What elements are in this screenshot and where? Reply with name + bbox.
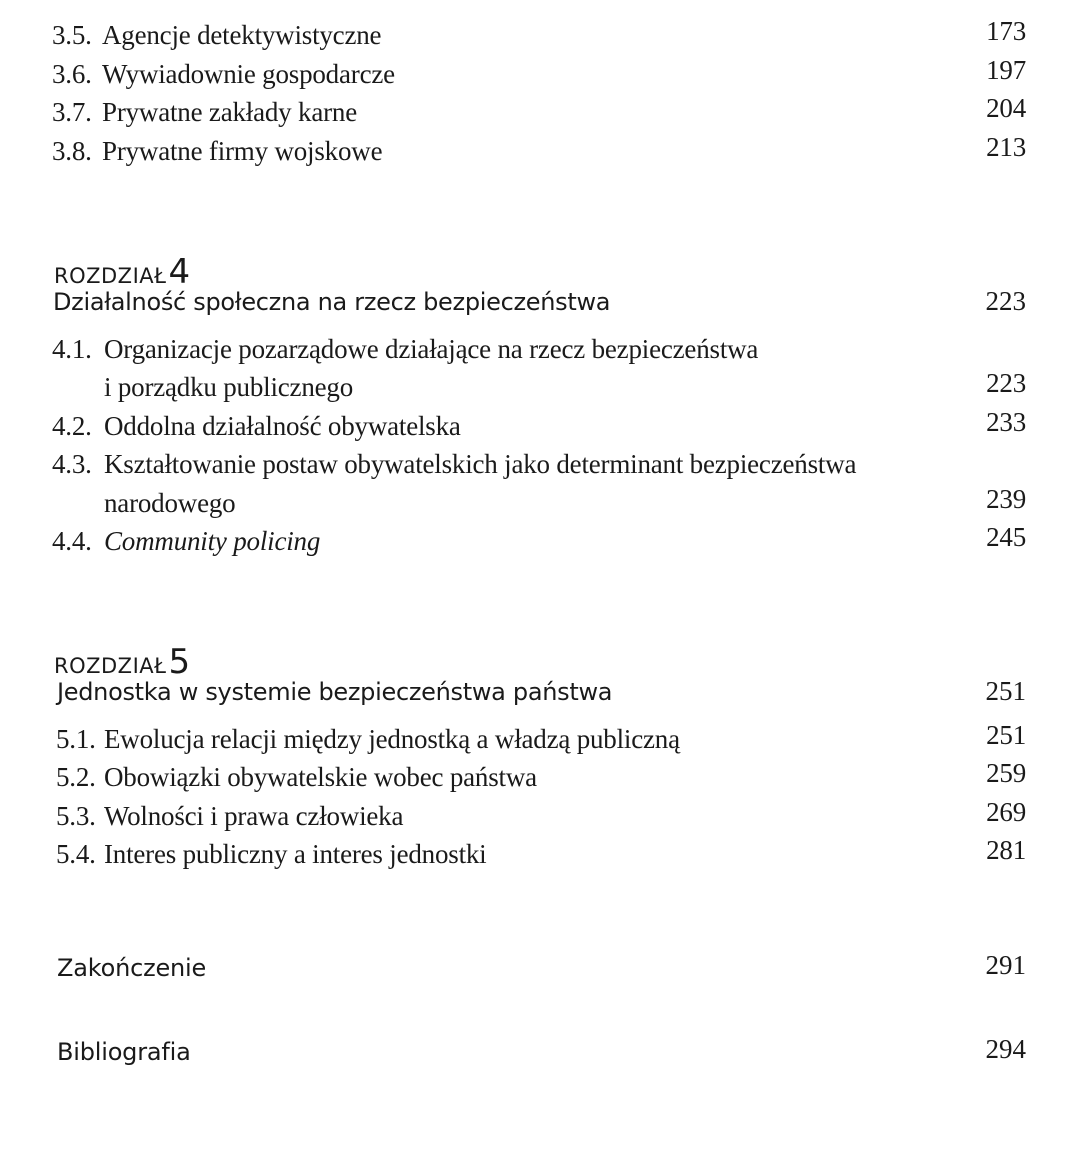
- toc-entry-4-2[interactable]: [0, 407, 1072, 447]
- section-title: Kształtowanie postaw obywatelskich jako determinant bezpieczeństwa: [104, 449, 857, 479]
- toc-entry-5-4[interactable]: [0, 835, 1072, 875]
- section-title: Ewolucja relacji między jednostką a władzą publiczną: [104, 724, 680, 754]
- toc-entry-4-4[interactable]: [0, 522, 1072, 562]
- section-title: Organizacje pozarządowe działające na rzecz bezpieczeństwa: [104, 334, 759, 364]
- page-number: 291: [985, 950, 1026, 980]
- section-title: Wywiadownie gospodarcze: [102, 59, 395, 89]
- section-number: 5.2.: [56, 762, 96, 792]
- section-title: Prywatne firmy wojskowe: [102, 136, 383, 166]
- toc-entry-4-3-cont[interactable]: [0, 484, 1072, 524]
- page-number: 223: [985, 286, 1026, 316]
- toc-entry-3-8[interactable]: [0, 132, 1072, 172]
- conclusion-title: Zakończenie: [57, 954, 207, 982]
- section-title: Obowiązki obywatelskie wobec państwa: [104, 762, 537, 792]
- section-title: Agencje detektywistyczne: [102, 20, 382, 50]
- page-number: 251: [986, 720, 1026, 750]
- page-number: 259: [986, 758, 1026, 788]
- section-number: 5.3.: [56, 801, 96, 831]
- page-number: 197: [986, 55, 1026, 85]
- toc-entry-3-6[interactable]: [0, 55, 1072, 95]
- toc-entry-3-7[interactable]: [0, 93, 1072, 133]
- section-title: Oddolna działalność obywatelska: [104, 411, 461, 441]
- section-number: 3.5.: [52, 20, 92, 50]
- bibliography-title: Bibliografia: [57, 1038, 191, 1066]
- page-number: 251: [985, 676, 1026, 706]
- page-number: 204: [986, 93, 1026, 123]
- toc-entry-conclusion[interactable]: [0, 950, 1072, 990]
- section-title: Interes publiczny a interes jednostki: [104, 839, 487, 869]
- section-title: Wolności i prawa człowieka: [104, 801, 404, 831]
- page-number: 281: [986, 835, 1026, 865]
- section-title-continued: narodowego: [104, 488, 236, 518]
- toc-entry-chapter-4[interactable]: [0, 288, 1072, 324]
- section-title: Community policing: [104, 526, 321, 556]
- section-title: Prywatne zakłady karne: [102, 97, 357, 127]
- section-number: 3.6.: [52, 59, 92, 89]
- chapter-label-text: ROZDZIAŁ: [54, 264, 167, 288]
- page-number: 233: [986, 407, 1026, 437]
- section-number: 3.7.: [52, 97, 92, 127]
- page-number: 269: [986, 797, 1026, 827]
- chapter-title: Jednostka w systemie bezpieczeństwa państwa: [57, 678, 613, 706]
- toc-entry-bibliography[interactable]: [0, 1034, 1072, 1074]
- chapter-title: Działalność społeczna na rzecz bezpieczeństwa: [53, 288, 611, 316]
- toc-entry-3-5[interactable]: [0, 16, 1072, 56]
- chapter-label-text: ROZDZIAŁ: [54, 654, 167, 678]
- toc-entry-4-1[interactable]: [0, 334, 1072, 370]
- section-number: 4.1.: [52, 334, 92, 364]
- page-number: 294: [985, 1034, 1026, 1064]
- page-number: 223: [986, 368, 1026, 398]
- section-number: 4.3.: [52, 449, 92, 479]
- page-number: 239: [986, 484, 1026, 514]
- chapter-5-label: [0, 634, 1072, 682]
- toc-entry-5-3[interactable]: [0, 797, 1072, 837]
- chapter-number: 5: [168, 642, 191, 682]
- section-number: 4.4.: [52, 526, 92, 556]
- section-number: 3.8.: [52, 136, 92, 166]
- toc-entry-5-1[interactable]: [0, 720, 1072, 760]
- section-title-continued: i porządku publicznego: [104, 372, 354, 402]
- toc-entry-5-2[interactable]: [0, 758, 1072, 798]
- page-number: 213: [986, 132, 1026, 162]
- page-number: 245: [986, 522, 1026, 552]
- chapter-number: 4: [168, 252, 191, 292]
- toc-entry-4-3[interactable]: [0, 449, 1072, 485]
- page-number: 173: [986, 16, 1026, 46]
- chapter-4-label: [0, 244, 1072, 292]
- section-number: 5.1.: [56, 724, 96, 754]
- toc-entry-4-1-cont[interactable]: [0, 368, 1072, 408]
- section-number: 5.4.: [56, 839, 96, 869]
- section-number: 4.2.: [52, 411, 92, 441]
- toc-entry-chapter-5[interactable]: [0, 678, 1072, 714]
